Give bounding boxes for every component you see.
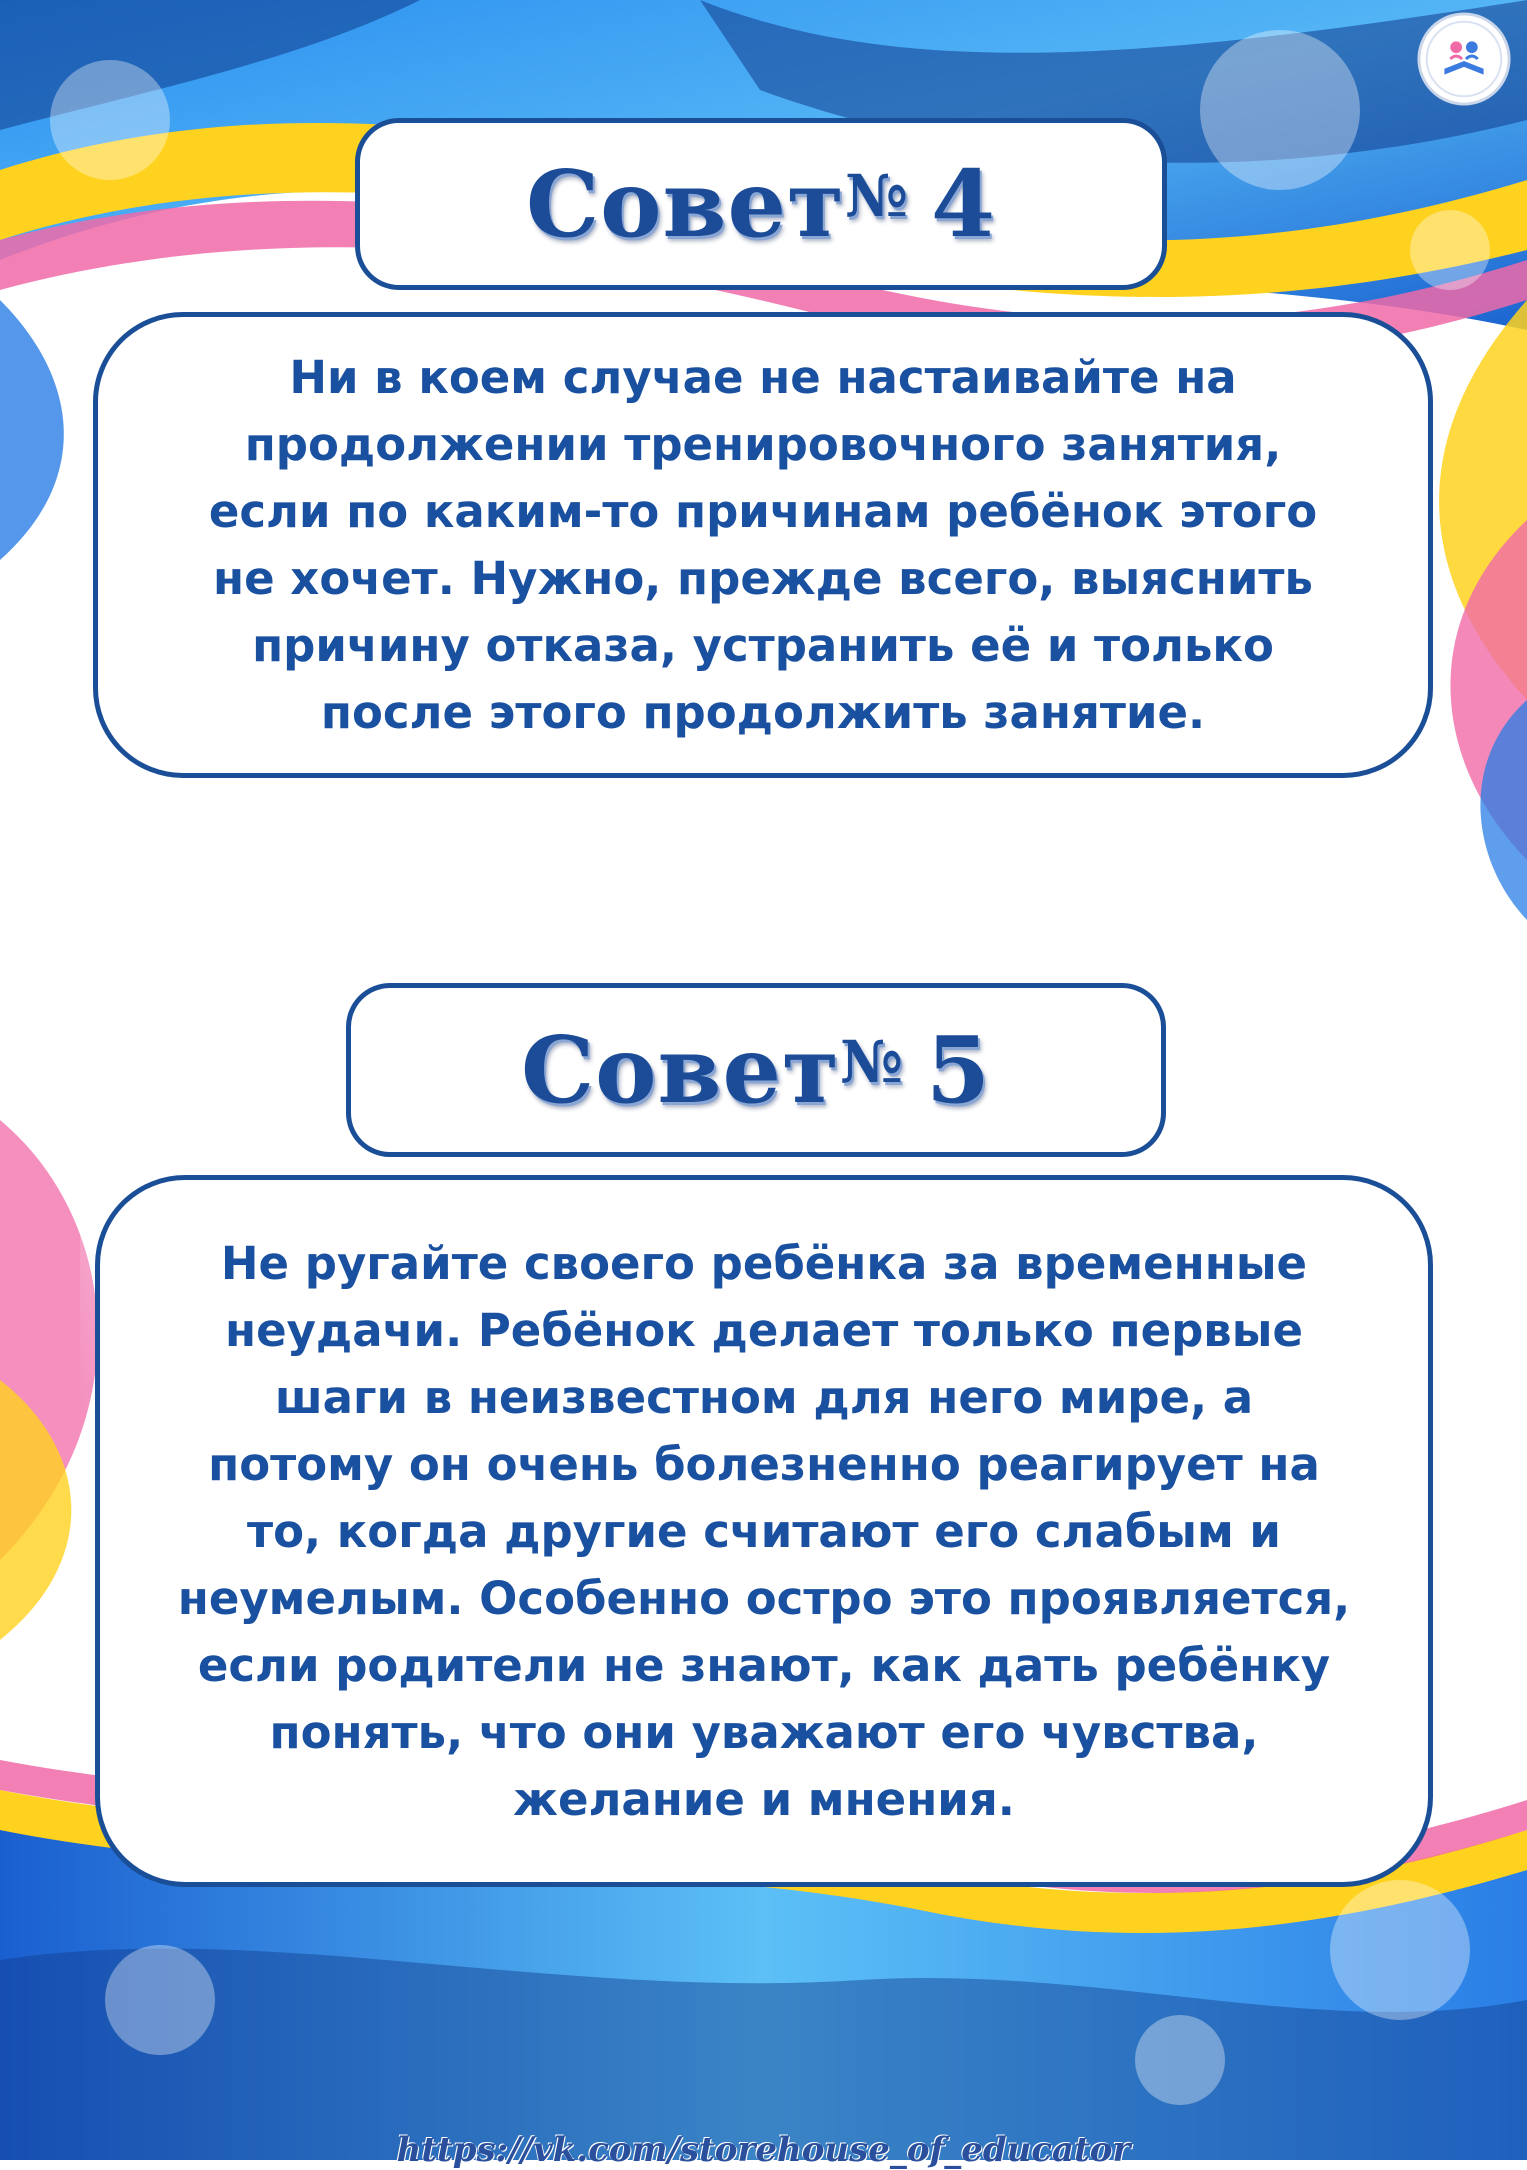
tip5-number-sign: № <box>840 1027 905 1096</box>
tip5-card <box>95 1175 1433 1887</box>
tip4-line: если по каким-то причинам ребёнок этого <box>208 485 1318 538</box>
tip5-line: Не ругайте своего ребёнка за временные <box>220 1236 1308 1290</box>
tip4-line: не хочет. Нужно, прежде всего, выяснить <box>213 552 1313 605</box>
tip4-title-box <box>355 118 1167 290</box>
tip5-line: неумелым. Особенно остро это проявляется, <box>177 1571 1351 1625</box>
footer-url-link[interactable]: https://vk.com/storehouse_of_educator <box>396 2130 1131 2170</box>
tip5-line: понять, что они уважают его чувства, <box>269 1705 1259 1759</box>
tip4-title-word: Совет <box>525 150 845 258</box>
storehouse-logo-icon <box>1415 10 1513 108</box>
tip5-title-word: Совет <box>520 1016 840 1124</box>
tip5-line: если родители не знают, как дать ребёнку <box>197 1638 1331 1692</box>
tip4-text <box>191 344 1335 746</box>
tip4-number-sign: № <box>845 161 910 230</box>
tip5-number: 5 <box>926 1016 992 1124</box>
tip4-title <box>526 150 996 258</box>
tip4-line: после этого продолжить занятие. <box>320 686 1206 739</box>
tip4-line: продолжении тренировочного занятия, <box>244 418 1282 471</box>
tip5-line: то, когда другие считают его слабым и <box>247 1504 1281 1558</box>
tip5-text <box>160 1230 1369 1833</box>
tip5-title <box>521 1016 991 1124</box>
tip5-title-box <box>346 983 1166 1157</box>
tip4-line: Ни в коем случае не настаивайте на <box>289 351 1237 404</box>
tip5-line: неудачи. Ребёнок делает только первые <box>224 1303 1303 1357</box>
tip5-line: шаги в неизвестном для него мире, а <box>274 1370 1254 1424</box>
tip4-line: причину отказа, устранить её и только <box>252 619 1274 672</box>
tip4-number: 4 <box>931 150 997 258</box>
tip5-line: желание и мнения. <box>513 1772 1015 1826</box>
tip5-line: потому он очень болезненно реагирует на <box>208 1437 1320 1491</box>
tip4-card <box>93 312 1433 778</box>
